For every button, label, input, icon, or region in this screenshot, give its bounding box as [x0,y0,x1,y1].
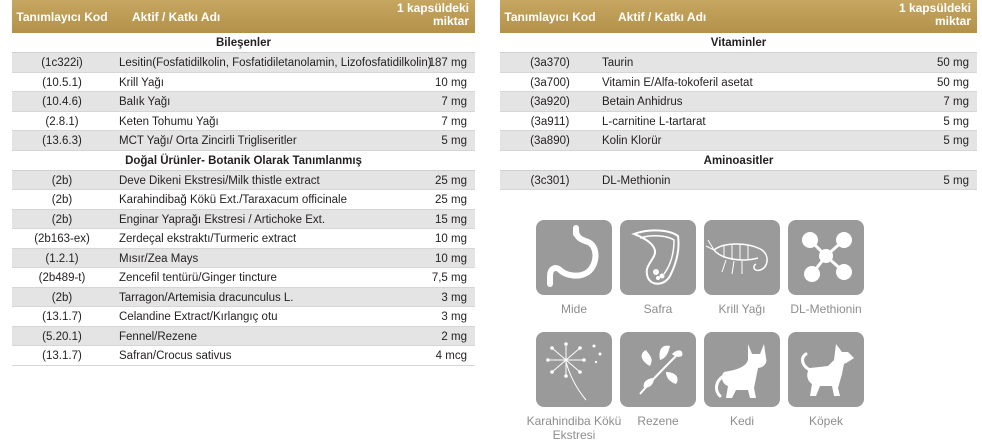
active-name: Keten Tohumu Yağı [119,115,219,128]
table-row [12,229,475,249]
amount: 7 mg [441,115,467,128]
header-code: Tanımlayıcı Kod [504,10,596,24]
identifier-code: (3a911) [530,115,570,128]
active-name: Betain Anhidrus [602,96,683,108]
table-row [500,171,977,191]
table-row [12,268,475,288]
active-name: Deve Dikeni Ekstresi/Milk thistle extract [119,174,320,187]
header-active-name: Aktif / Katkı Adı [132,10,221,24]
active-name: Kolin Klorür [602,135,662,147]
active-name: L-carnitine L-tartarat [602,115,706,128]
identifier-code: (2b163-ex) [34,233,90,245]
identifier-code: (2b) [51,194,73,206]
identifier-code: (10.5.1) [42,76,82,89]
active-name: Vitamin E/Alfa-tokoferil asetat [602,76,753,89]
table-row [12,171,475,191]
icon-label: Rezene [637,414,679,428]
table-row [12,131,475,151]
header-code: Tanımlayıcı Kod [16,10,108,24]
amount: 50 mg [937,57,969,69]
amount: 25 mg [435,194,467,206]
identifier-code: (3a700) [530,76,570,89]
icon-label: Krill Yağı [718,302,766,316]
identifier-code: (2b) [51,213,73,226]
active-name: DL-Methionin [602,174,671,187]
amount: 7 mg [441,96,467,108]
active-name: Zerdeçal ekstraktı/Turmeric extract [119,233,297,245]
amount: 25 mg [435,174,467,187]
table-row [500,73,977,93]
active-name: Mısır/Zea Mays [119,252,199,265]
active-name: Krill Yağı [119,76,164,89]
amount: 10 mg [435,233,467,245]
table-row [12,210,475,230]
amount: 50 mg [937,76,969,89]
active-name: Celandine Extract/Kırlangıç otu [119,311,278,323]
molecule-icon [788,220,864,295]
table-row [12,73,475,93]
active-name: Zencefil tentürü/Ginger tincture [119,272,277,284]
amount: 5 mg [943,115,969,128]
identifier-code: (2.8.1) [45,115,79,128]
table-body [12,33,475,366]
table-row [12,327,475,347]
dandelion-icon [536,332,612,407]
icon-label: Karahindiba Kökü Ekstresi [526,414,622,442]
left-ingredient-table [12,0,475,366]
identifier-code: (3c301) [530,174,570,187]
cat-icon [704,332,780,407]
header-active-name: Aktif / Katkı Adı [618,10,707,24]
table-row [12,53,475,73]
right-ingredient-table [500,0,977,190]
amount: 5 mg [441,135,467,147]
section-title: Vitaminler [500,33,977,53]
header-amount: 1 kapsüldeki miktar [396,1,469,28]
table-body [500,33,977,190]
amount: 10 mg [435,76,467,89]
identifier-code: (2b489-t) [38,272,86,284]
icon-label: Köpek [808,414,844,428]
table-header [12,0,475,33]
table-row [12,190,475,210]
active-name: Lesitin(Fosfatidilkolin, Fosfatidiletanolamin, Lizofosfatidilkolin) [119,57,432,69]
gallbladder-icon [620,220,696,295]
icon-label: Kedi [729,414,755,428]
amount: 5 mg [943,174,969,187]
amount: 187 mg [428,57,467,69]
shrimp-icon [704,220,780,295]
amount: 4 mcg [435,350,467,362]
identifier-code: (10.4.6) [42,96,82,108]
amount: 7 mg [943,96,969,108]
active-name: Fennel/Rezene [119,330,197,343]
table-row [500,92,977,112]
identifier-code: (13.1.7) [42,350,82,362]
stomach-icon [536,220,612,295]
identifier-code: (1.2.1) [45,252,79,265]
active-name: Taurin [602,57,634,69]
section-title: Aminoasitler [500,151,977,171]
identifier-code: (13.1.7) [42,311,82,323]
table-header [500,0,977,33]
active-name: Enginar Yaprağı Ekstresi / Artichoke Ext. [119,213,326,226]
active-name: Balık Yağı [119,96,171,108]
section-title: Bileşenler [12,33,475,53]
amount: 15 mg [435,213,467,226]
table-row [12,112,475,132]
fennel-icon [620,332,696,407]
identifier-code: (3a890) [530,135,570,147]
section-title: Doğal Ürünler- Botanik Olarak Tanımlanmış [12,151,475,171]
amount: 7,5 mg [431,272,467,284]
identifier-code: (3a370) [530,57,570,69]
icon-label: Safra [643,302,673,316]
icon-label: DL-Methionin [790,302,862,316]
active-name: MCT Yağı/ Orta Zincirli Trigliseritler [119,135,297,147]
active-name: Tarragon/Artemisia dracunculus L. [119,291,294,304]
table-row [500,112,977,132]
dog-icon [788,332,864,407]
identifier-code: (5.20.1) [42,330,82,343]
amount: 5 mg [943,135,969,147]
table-row [12,307,475,327]
table-row [12,288,475,308]
table-row [500,53,977,73]
table-row [12,249,475,269]
amount: 10 mg [435,252,467,265]
identifier-code: (2b) [51,174,73,187]
active-name: Karahindibağ Kökü Ext./Taraxacum officinale [119,194,348,206]
identifier-code: (1c322i) [41,57,83,69]
identifier-code: (3a920) [530,96,570,108]
identifier-code: (2b) [51,291,73,304]
amount: 3 mg [441,311,467,323]
active-name: Safran/Crocus sativus [119,350,232,362]
icon-label: Mide [560,302,587,316]
header-amount: 1 kapsüldeki miktar [898,1,971,28]
table-row [500,131,977,151]
table-row [12,92,475,112]
amount: 2 mg [441,330,467,343]
identifier-code: (13.6.3) [42,135,82,147]
table-row [12,346,475,366]
amount: 3 mg [441,291,467,304]
